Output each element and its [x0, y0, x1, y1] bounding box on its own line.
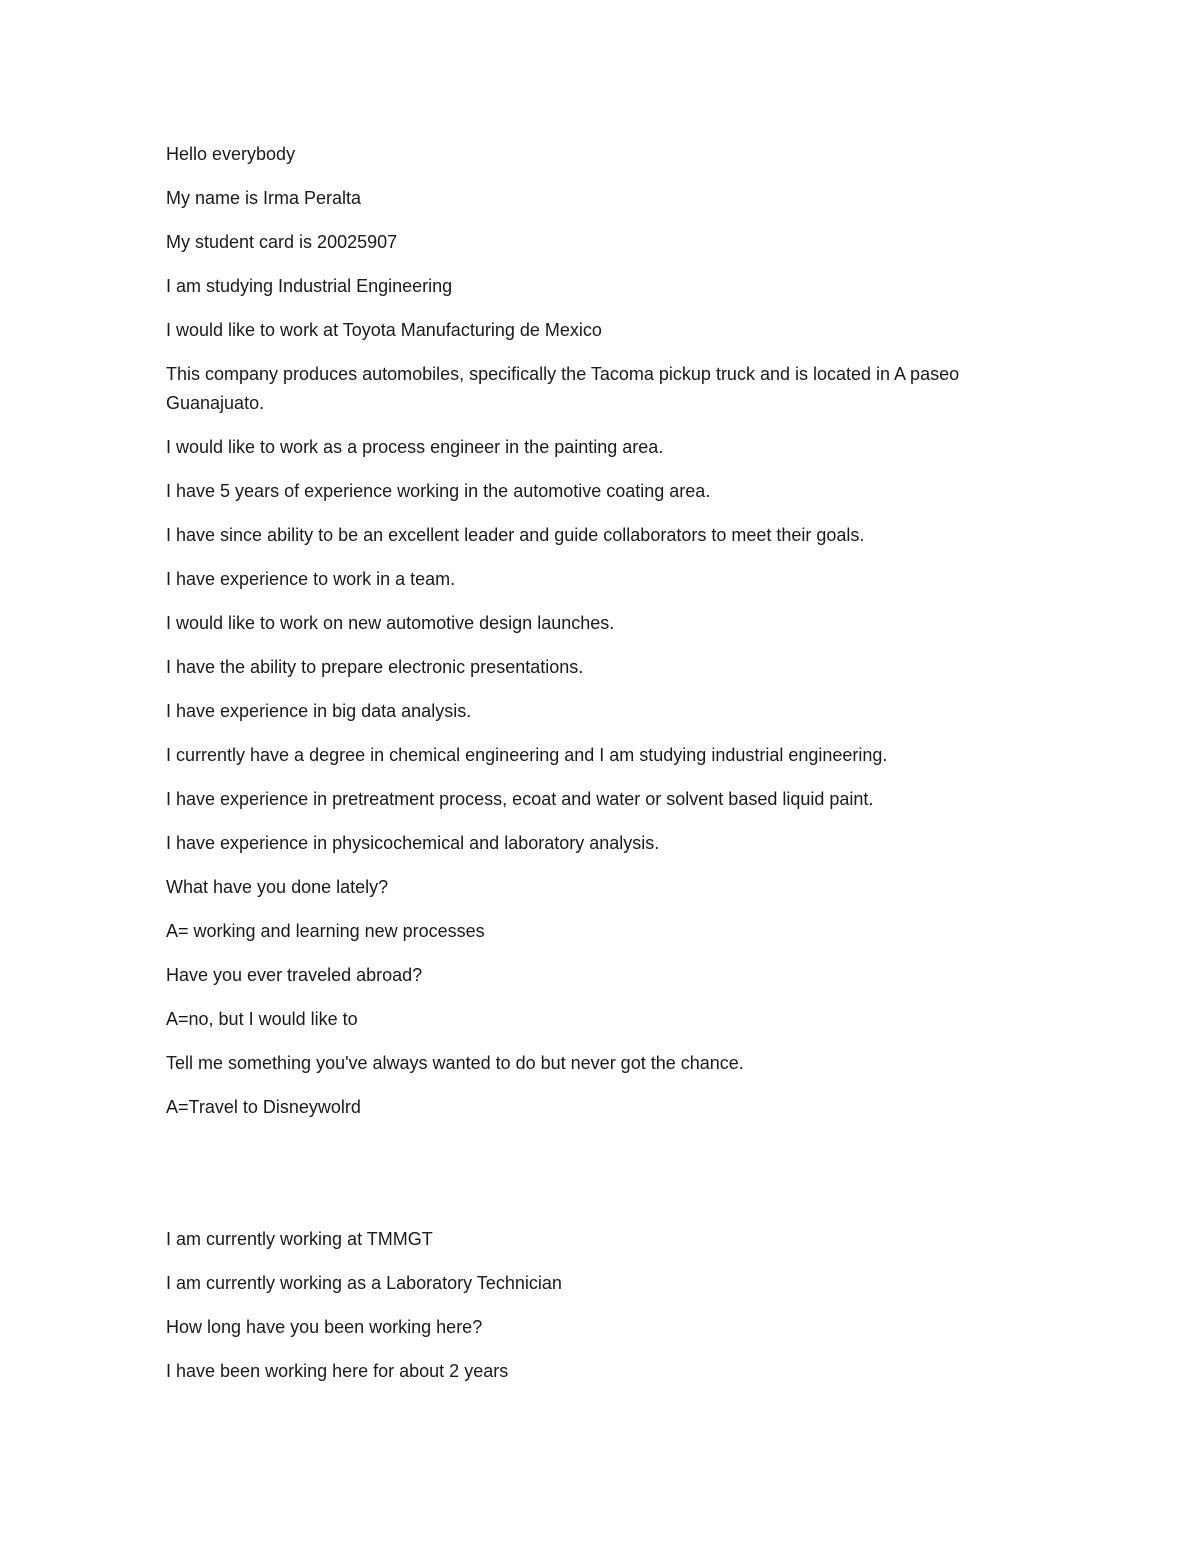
paragraph-current-role: I am currently working as a Laboratory Technician: [166, 1273, 562, 1293]
document-body: [166, 140, 1046, 1401]
paragraph-degree: I currently have a degree in chemical engineering and I am studying industrial engineering.: [166, 745, 888, 765]
paragraph-presentations: I have the ability to prepare electronic presentations.: [166, 657, 584, 677]
paragraph-pretreatment: I have experience in pretreatment process, ecoat and water or solvent based liquid paint.: [166, 789, 874, 809]
question-abroad: Have you ever traveled abroad?: [166, 965, 423, 985]
answer-duration: I have been working here for about 2 years: [166, 1361, 509, 1381]
paragraph-lab-analysis: I have experience in physicochemical and laboratory analysis.: [166, 833, 660, 853]
answer-abroad: A=no, but I would like to: [166, 1009, 358, 1029]
paragraph-company-description: This company produces automobiles, specifically the Tacoma pickup truck and is located in A paseo Guanajuato.: [166, 364, 960, 413]
answer-lately: A= working and learning new processes: [166, 921, 485, 941]
question-wish: Tell me something you've always wanted to do but never got the chance.: [166, 1053, 744, 1073]
paragraph-student-card: My student card is 20025907: [166, 232, 398, 252]
paragraph-current-company: I am currently working at TMMGT: [166, 1229, 433, 1249]
paragraph-name: My name is Irma Peralta: [166, 188, 362, 208]
paragraph-studies: I am studying Industrial Engineering: [166, 276, 453, 296]
question-lately: What have you done lately?: [166, 877, 389, 897]
paragraph-big-data: I have experience in big data analysis.: [166, 701, 472, 721]
answer-wish: A=Travel to Disneywolrd: [166, 1097, 361, 1117]
paragraph-design-launches: I would like to work on new automotive design launches.: [166, 613, 615, 633]
paragraph-teamwork: I have experience to work in a team.: [166, 569, 456, 589]
paragraph-desired-company: I would like to work at Toyota Manufacturing de Mexico: [166, 320, 602, 340]
paragraph-leadership: I have since ability to be an excellent leader and guide collaborators to meet their goals.: [166, 525, 865, 545]
question-duration: How long have you been working here?: [166, 1317, 483, 1337]
paragraph-greeting: Hello everybody: [166, 144, 296, 164]
paragraph-experience-years: I have 5 years of experience working in the automotive coating area.: [166, 481, 711, 501]
section-gap: [166, 1137, 1046, 1225]
paragraph-desired-role: I would like to work as a process engineer in the painting area.: [166, 437, 664, 457]
